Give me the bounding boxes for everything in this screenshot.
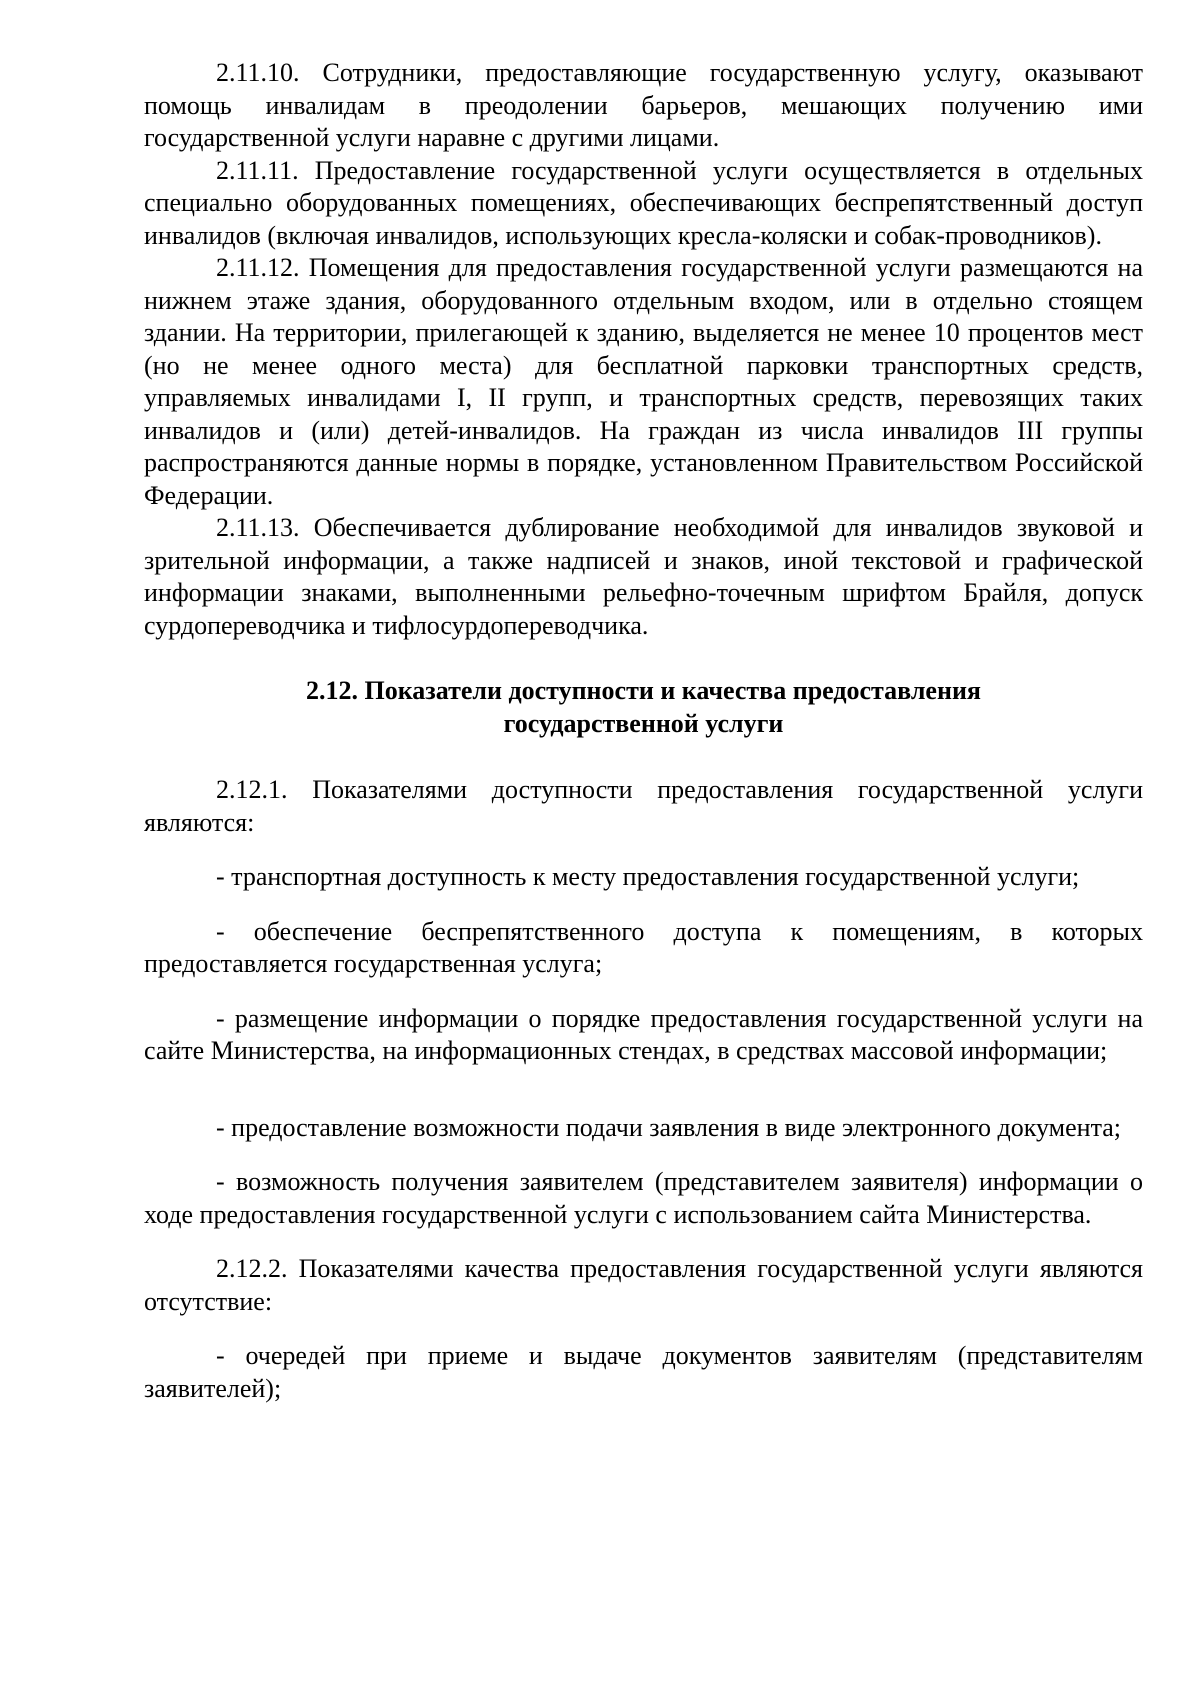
list-item-transport: - транспортная доступность к месту предоставления государственной услуги;: [216, 862, 1080, 891]
section-heading-2-12: [144, 674, 1143, 740]
paragraph-2-11-10: 2.11.10. Сотрудники, предоставляющие государственную услугу, оказывают помощь инвалидам в преодолении барьеров, мешающих получению ими государственной услуги наравне с другими лицами.: [144, 58, 1143, 152]
paragraph-2-11-11: 2.11.11. Предоставление государственной услуги осуществляется в отдельных специально оборудованных помещениях, обеспечивающих беспрепятственный доступ инвалидов (включая инвалидов, использующих кресла-коляски и собак-проводников).: [144, 155, 1143, 250]
paragraph-2-12-2: 2.12.2. Показателями качества предоставления государственной услуги являются отсутствие:: [144, 1254, 1143, 1316]
paragraph-2-11-13: 2.11.13. Обеспечивается дублирование необходимой для инвалидов звуковой и зрительной информации, а также надписей и знаков, иной текстовой и графической информации знаками, выполненными рельефно-точечным шрифтом Брайля, допуск сурдопереводчика и тифлосурдопереводчика.: [144, 513, 1143, 640]
list-item-info: - размещение информации о порядке предоставления государственной услуги на сайте Министерства, на информационных стендах, в средствах массовой информации;: [144, 1003, 1143, 1065]
list-item-access: - обеспечение беспрепятственного доступа к помещениям, в которых предоставляется государственная услуга;: [144, 916, 1143, 978]
section-heading-line-1: 2.12. Показатели доступности и качества предоставления: [305, 676, 981, 705]
paragraph-2-12-1: 2.12.1. Показателями доступности предоставления государственной услуги являются:: [144, 775, 1143, 837]
document-body: [144, 57, 1143, 1405]
list-item-electronic: - предоставление возможности подачи заявления в виде электронного документа;: [216, 1112, 1122, 1142]
section-heading-line-2: государственной услуги: [503, 709, 784, 738]
list-item-queues: - очередей при приеме и выдаче документов заявителям (представителям заявителей);: [144, 1341, 1143, 1403]
list-item-progress: - возможность получения заявителем (представителем заявителя) информации о ходе предоставления государственной услуги с использованием сайта Министерства.: [144, 1167, 1143, 1229]
paragraph-2-11-12: 2.11.12. Помещения для предоставления государственной услуги размещаются на нижнем этаже здания, оборудованного отдельным входом, или в отдельно стоящем здании. На территории, прилегающей к зданию, выделяется не менее 10 процентов мест (но не менее одного места) для бесплатной парковки транспортных средств, управляемых инвалидами I, II групп, и транспортных средств, перевозящих таких инвалидов и (или) детей-инвалидов. На граждан из числа инвалидов III группы распространяются данные нормы в порядке, установленном Правительством Российской Федерации.: [144, 253, 1143, 510]
